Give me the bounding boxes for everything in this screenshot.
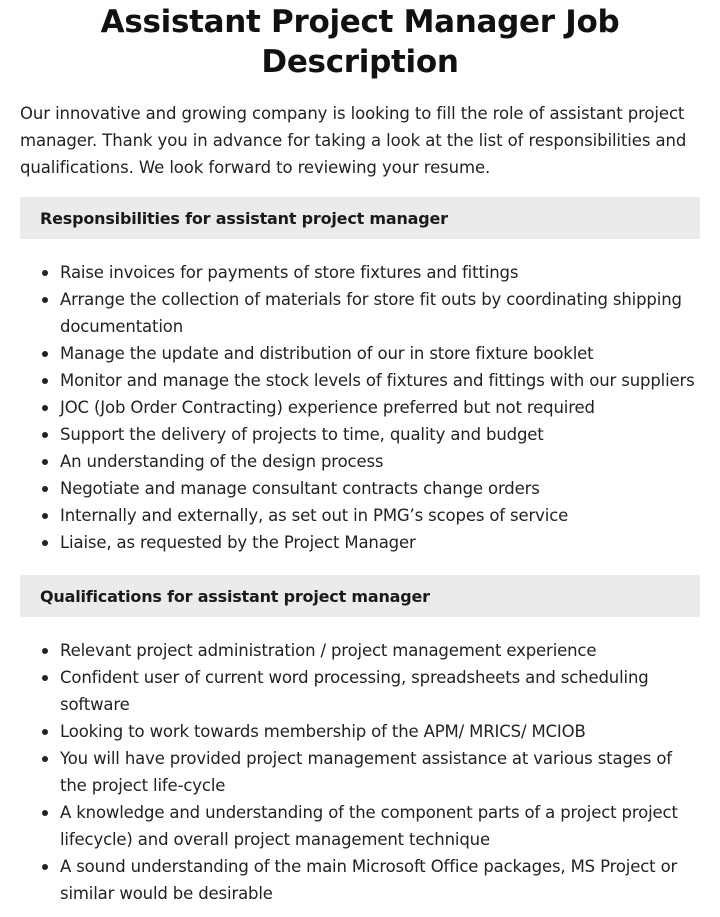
list-item: Relevant project administration / project management experience <box>60 637 700 664</box>
list-item: Monitor and manage the stock levels of fixtures and fittings with our suppliers <box>60 367 700 394</box>
list-item: Looking to work towards membership of the APM/ MRICS/ MCIOB <box>60 718 700 745</box>
list-item: You will have provided project management assistance at various stages of the project life-cycle <box>60 745 700 799</box>
list-item: Arrange the collection of materials for store fit outs by coordinating shipping documentation <box>60 286 700 340</box>
list-item: Support the delivery of projects to time, quality and budget <box>60 421 700 448</box>
list-item: Negotiate and manage consultant contracts change orders <box>60 475 700 502</box>
page-title: Assistant Project Manager Job Description <box>100 4 620 80</box>
list-item: Internally and externally, as set out in PMG’s scopes of service <box>60 502 700 529</box>
list-item: JOC (Job Order Contracting) experience preferred but not required <box>60 394 700 421</box>
qualifications-list <box>20 637 700 907</box>
list-item: A knowledge and understanding of the component parts of a project project lifecycle) and overall project management technique <box>60 799 700 853</box>
list-item: An understanding of the design process <box>60 448 700 475</box>
intro-paragraph: Our innovative and growing company is looking to fill the role of assistant project manager. Thank you in advance for taking a look at the list of responsibilities and qualifications. We look forward to reviewing your resume. <box>20 104 687 177</box>
responsibilities-heading: Responsibilities for assistant project manager <box>20 197 700 239</box>
list-item: Manage the update and distribution of our in store fixture booklet <box>60 340 700 367</box>
list-item: A sound understanding of the main Microsoft Office packages, MS Project or similar would be desirable <box>60 853 700 907</box>
list-item: Raise invoices for payments of store fixtures and fittings <box>60 259 700 286</box>
qualifications-heading: Qualifications for assistant project manager <box>20 575 700 617</box>
list-item: Liaise, as requested by the Project Manager <box>60 529 700 556</box>
responsibilities-list <box>20 259 700 556</box>
list-item: Confident user of current word processing, spreadsheets and scheduling software <box>60 664 700 718</box>
